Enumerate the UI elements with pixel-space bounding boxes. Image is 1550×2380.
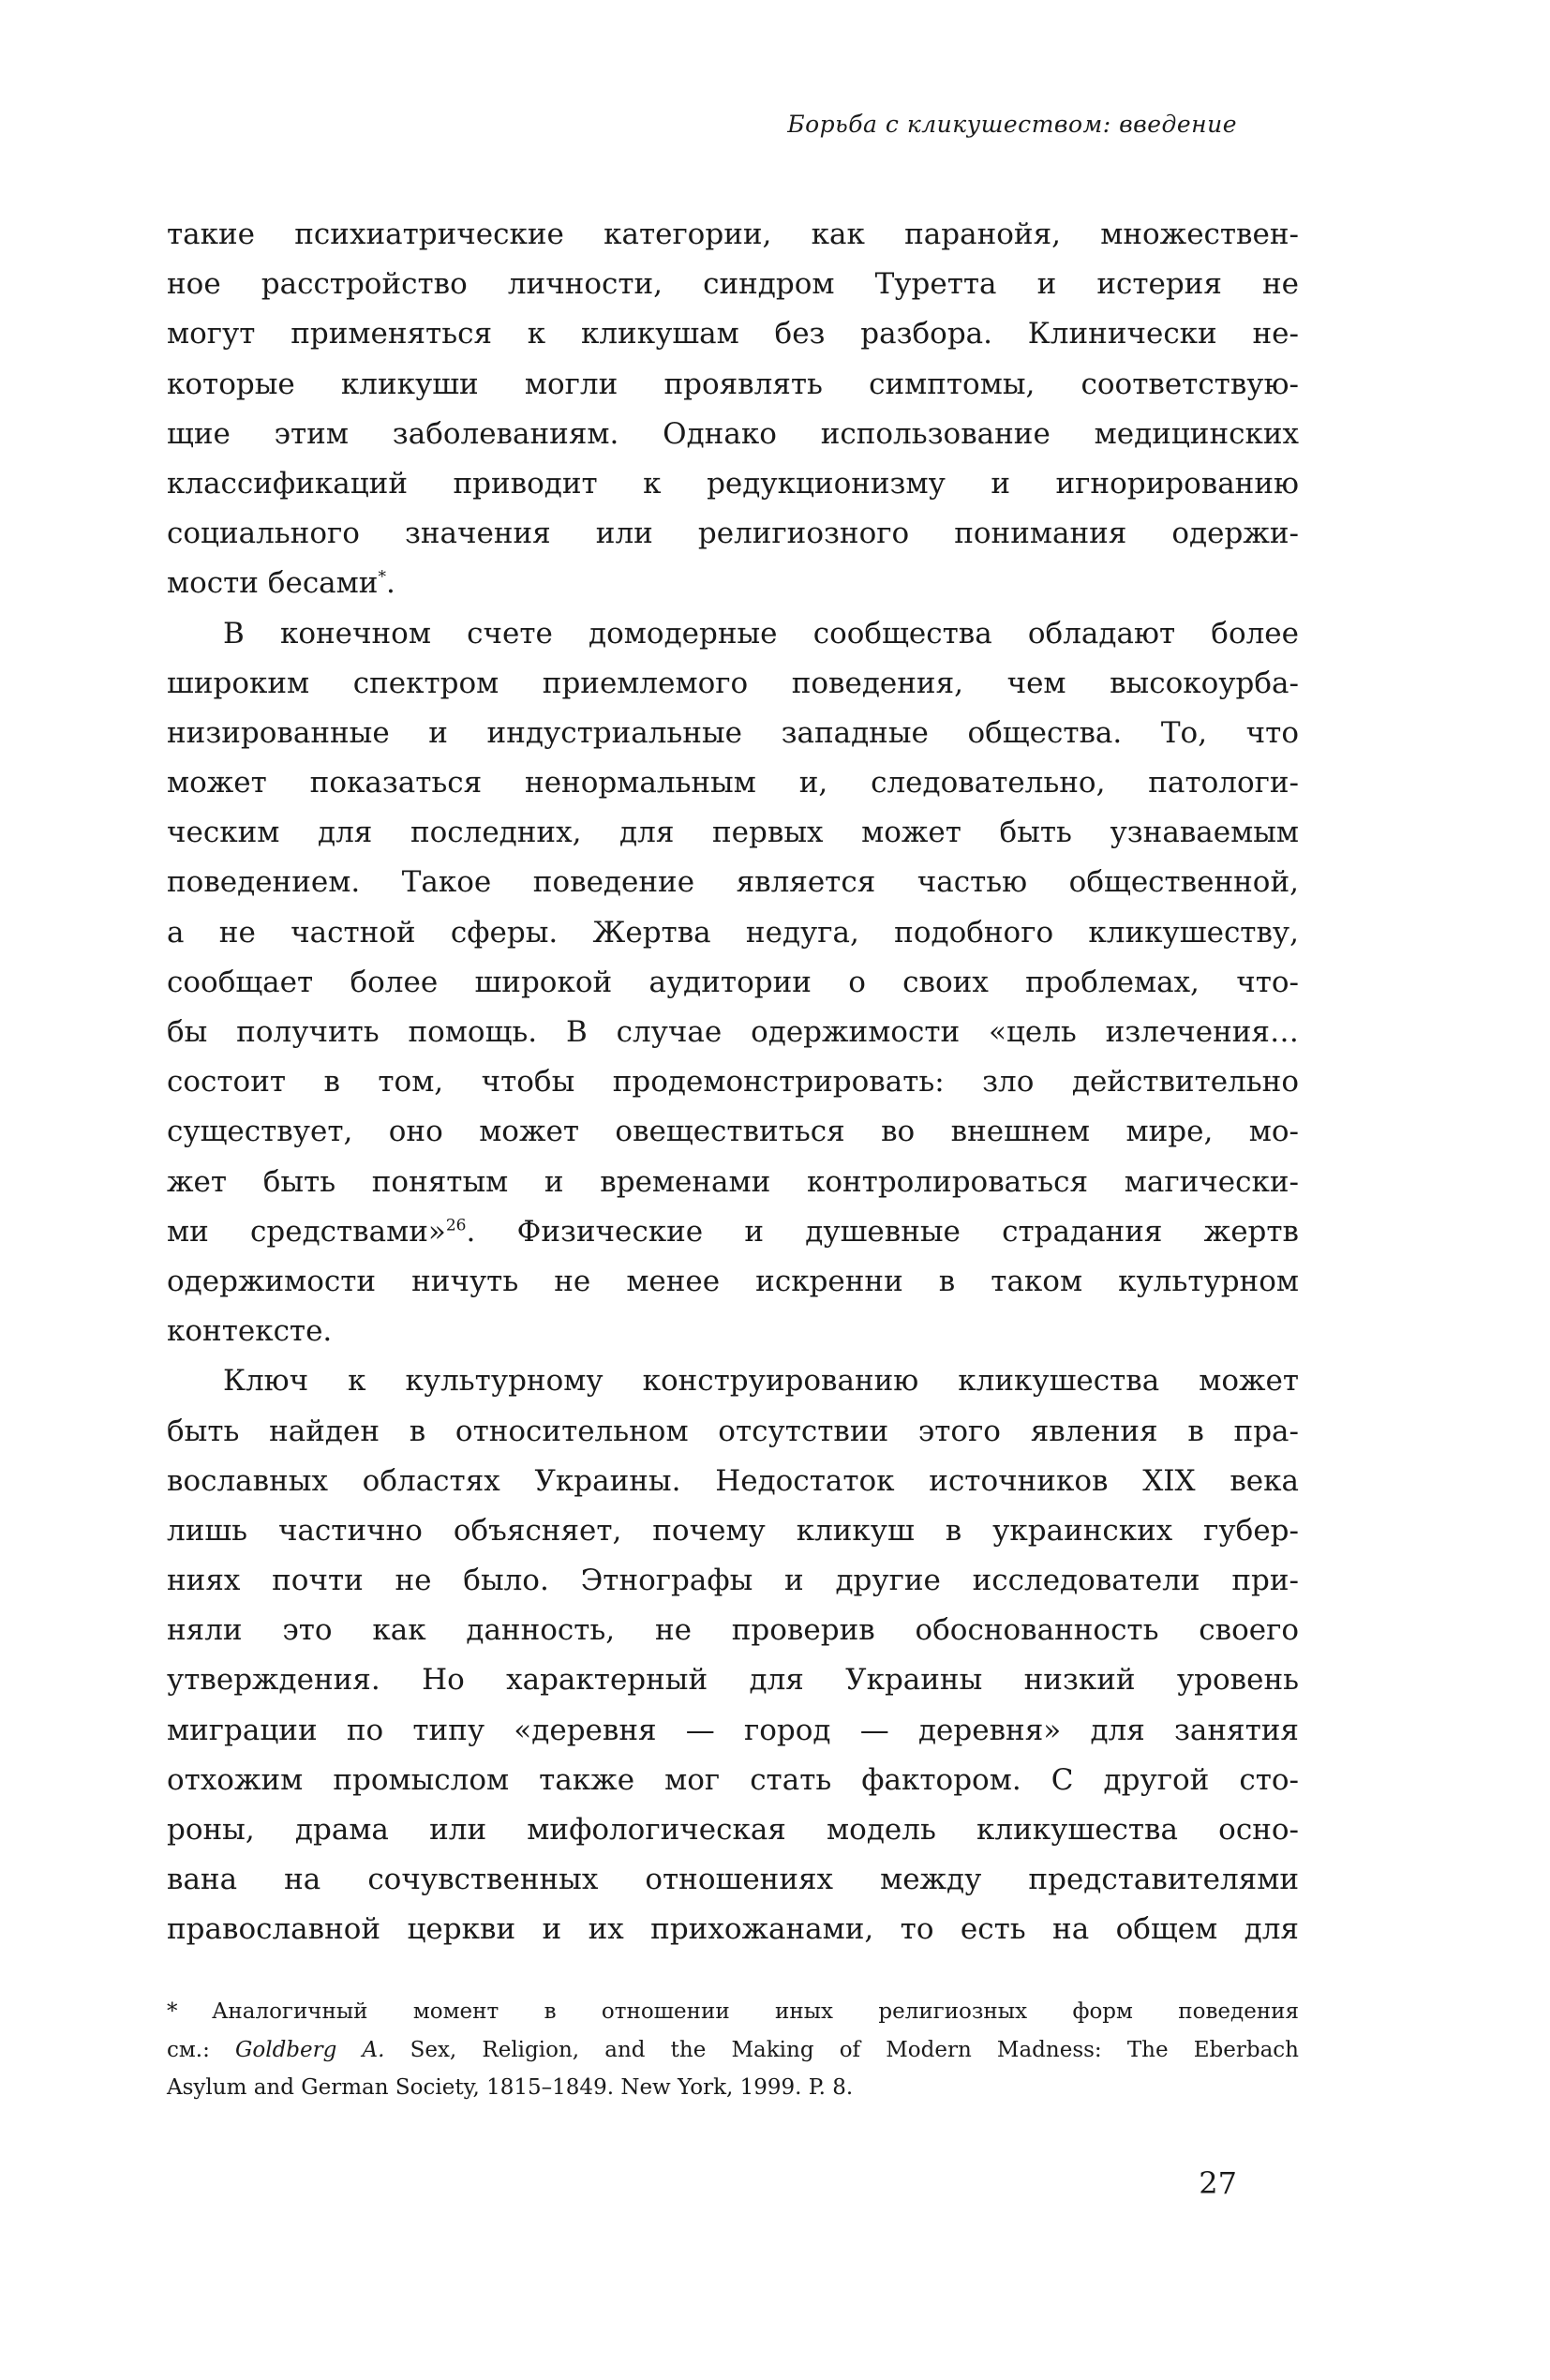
running-head: Борьба с кликушеством: введение bbox=[787, 111, 1237, 138]
text-line bbox=[167, 958, 1299, 1008]
line-text: В конечном счете домодерные сообщества обладают более bbox=[223, 616, 1299, 651]
line-text: сообщает более широкой аудитории о своих проблемах, что- bbox=[167, 965, 1299, 999]
text-line bbox=[167, 1356, 1299, 1406]
line-text: низированные и индустриальные западные общества. То, что bbox=[167, 715, 1299, 750]
footnote-text: Аналогичный момент в отношении иных религиозных форм поведения bbox=[212, 1999, 1299, 2024]
text-line bbox=[167, 1107, 1299, 1157]
line-text: одержимости ничуть не менее искренни в таком культурном bbox=[167, 1264, 1299, 1298]
footnote-ref[interactable]: 26 bbox=[445, 1216, 467, 1235]
text-line bbox=[167, 1307, 1299, 1356]
footnote-ref[interactable]: * bbox=[378, 567, 386, 587]
line-text: бы получить помощь. В случае одержимости «цель излечения… bbox=[167, 1015, 1299, 1049]
line-text: няли это как данность, не проверив обоснованность своего bbox=[167, 1613, 1299, 1648]
line-text: широким спектром приемлемого поведения, чем высокоурба- bbox=[167, 666, 1299, 700]
text-line bbox=[167, 1257, 1299, 1307]
footnote-text: Asylum and German Society, 1815–1849. New York, 1999. P. 8. bbox=[167, 2075, 854, 2100]
footnote-line bbox=[167, 2069, 1299, 2107]
line-text: социального значения или религиозного понимания одержи- bbox=[167, 516, 1299, 551]
line-text: могут применяться к кликушам без разбора. Клинически не- bbox=[167, 317, 1299, 352]
line-text: существует, оно может овеществиться во внешнем мире, мо- bbox=[167, 1115, 1299, 1149]
text-line bbox=[167, 1556, 1299, 1606]
line-text: . bbox=[385, 566, 395, 601]
footnote-author: Goldberg A. bbox=[235, 2037, 385, 2062]
line-text: вославных областях Украины. Недостаток источников XIX века bbox=[167, 1463, 1299, 1498]
text-line bbox=[167, 210, 1299, 260]
line-text: ческим для последних, для первых может быть узнаваемым bbox=[167, 816, 1299, 850]
body-text bbox=[167, 210, 1299, 1955]
text-line bbox=[167, 659, 1299, 709]
line-text: лишь частично объясняет, почему кликуш в украинских губер- bbox=[167, 1513, 1299, 1548]
line-text: состоит в том, чтобы продемонстрировать: зло действительно bbox=[167, 1065, 1299, 1100]
line-text: ниях почти не было. Этнографы и другие исследователи при- bbox=[167, 1564, 1299, 1598]
line-text: а не частной сферы. Жертва недуга, подобного кликушеству, bbox=[167, 915, 1299, 950]
text-line bbox=[167, 1805, 1299, 1855]
text-line bbox=[167, 1457, 1299, 1506]
line-text: ми средствами» bbox=[167, 1214, 446, 1249]
text-line bbox=[167, 1855, 1299, 1905]
text-line bbox=[167, 1207, 1299, 1257]
line-text: миграции по типу «деревня — город — деревня» для занятия bbox=[167, 1713, 1299, 1747]
text-line bbox=[167, 360, 1299, 410]
footnote-line bbox=[167, 2031, 1299, 2070]
footnote-text: см.: bbox=[167, 2037, 235, 2062]
text-line bbox=[167, 1905, 1299, 1954]
text-line bbox=[167, 1606, 1299, 1655]
footnote-mark: * bbox=[167, 1999, 178, 2024]
text-line bbox=[167, 1008, 1299, 1057]
line-text: ное расстройство личности, синдром Туретта и истерия не bbox=[167, 267, 1299, 302]
text-line bbox=[167, 410, 1299, 459]
text-line bbox=[167, 858, 1299, 907]
text-line bbox=[167, 1407, 1299, 1457]
footnote bbox=[167, 1993, 1299, 2107]
line-text: . Физические и душевные страдания жертв bbox=[466, 1214, 1299, 1249]
text-line bbox=[167, 1655, 1299, 1705]
text-line bbox=[167, 1756, 1299, 1805]
line-text: вана на сочувственных отношениях между представителями bbox=[167, 1863, 1299, 1897]
line-text: утверждения. Но характерный для Украины низкий уровень bbox=[167, 1663, 1299, 1698]
line-text: православной церкви и их прихожанами, то есть на общем для bbox=[167, 1912, 1299, 1947]
text-line bbox=[167, 559, 1299, 608]
page-number: 27 bbox=[1199, 2165, 1237, 2201]
text-line bbox=[167, 1158, 1299, 1207]
line-text: поведением. Такое поведение является частью общественной, bbox=[167, 865, 1299, 900]
text-line bbox=[167, 808, 1299, 858]
text-line bbox=[167, 709, 1299, 758]
text-line bbox=[167, 509, 1299, 559]
text-line bbox=[167, 1506, 1299, 1556]
line-text: Ключ к культурному конструированию кликушества может bbox=[223, 1364, 1299, 1399]
footnote-line bbox=[167, 1993, 1299, 2031]
line-text: щие этим заболеваниям. Однако использование медицинских bbox=[167, 416, 1299, 451]
footnote-text: Sex, Religion, and the Making of Modern Madness: The Eberbach bbox=[384, 2037, 1299, 2062]
line-text: может показаться ненормальным и, следовательно, патологи- bbox=[167, 766, 1299, 801]
line-text: такие психиатрические категории, как паранойя, множествен- bbox=[167, 217, 1299, 251]
text-line bbox=[167, 758, 1299, 808]
line-text: которые кликуши могли проявлять симптомы, соответствую- bbox=[167, 367, 1299, 401]
line-text: контексте. bbox=[167, 1314, 333, 1349]
line-text: жет быть понятым и временами контролироваться магически- bbox=[167, 1164, 1299, 1199]
text-line bbox=[167, 309, 1299, 359]
text-line bbox=[167, 908, 1299, 958]
line-text: роны, драма или мифологическая модель кликушества осно- bbox=[167, 1813, 1299, 1847]
text-line bbox=[167, 260, 1299, 309]
text-line bbox=[167, 459, 1299, 509]
text-line bbox=[167, 1706, 1299, 1756]
text-line bbox=[167, 1057, 1299, 1107]
line-text: классификаций приводит к редукционизму и игнорированию bbox=[167, 466, 1299, 501]
line-text: отхожим промыслом также мог стать фактором. С другой сто- bbox=[167, 1762, 1299, 1797]
text-line bbox=[167, 609, 1299, 659]
line-text: быть найден в относительном отсутствии этого явления в пра- bbox=[167, 1414, 1299, 1448]
line-text: мости бесами bbox=[167, 566, 379, 601]
